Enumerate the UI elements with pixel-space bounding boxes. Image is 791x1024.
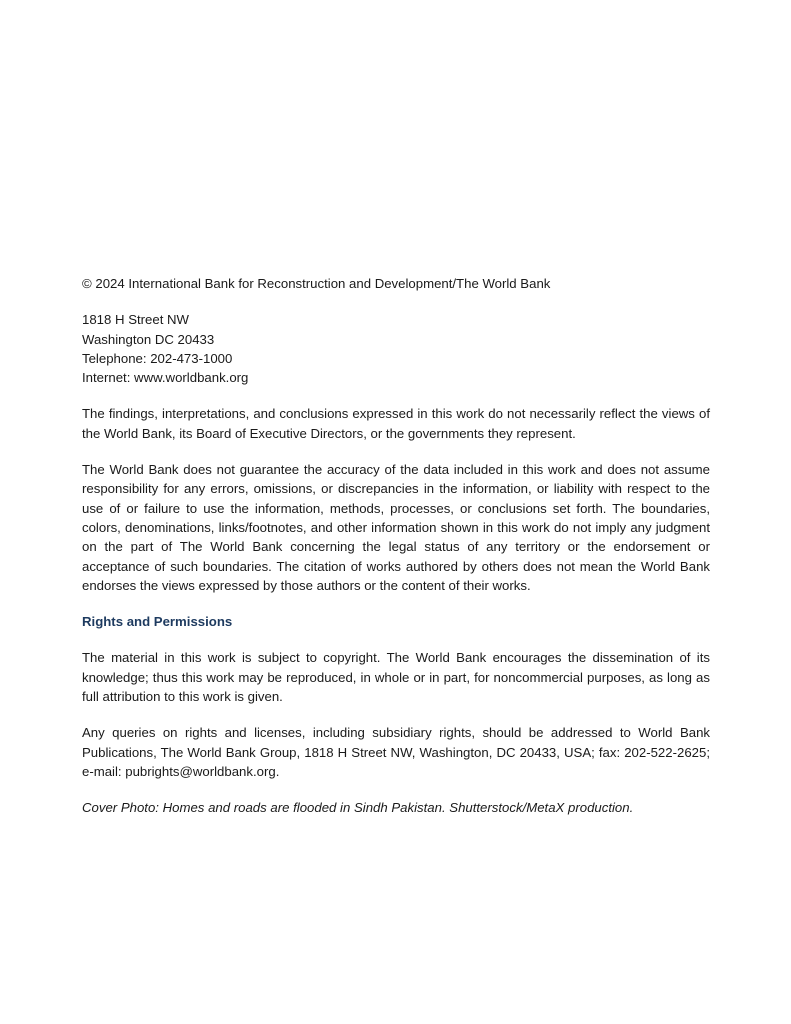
disclaimer-accuracy-paragraph: The World Bank does not guarantee the accuracy of the data included in this work and does not assume responsibility for any errors, omissions, or discrepancies in the information, or liability with respect to the use of or failure to use the information, methods, processes, or conclusions set forth. The boundaries, colors, denominations, links/footnotes, and other information shown in this work do not imply any judgment on the part of The World Bank concerning the legal status of any territory or the endorsement or acceptance of such boundaries. The citation of works authored by others does not mean the World Bank endorses the views expressed by those authors or the content of their works.	[82, 462, 710, 593]
cover-photo-credit: Cover Photo: Homes and roads are flooded in Sindh Pakistan. Shutterstock/MetaX production.	[82, 800, 634, 816]
disclaimer-views-paragraph: The findings, interpretations, and conclusions expressed in this work do not necessarily reflect the views of the World Bank, its Board of Executive Directors, or the governments they represent.	[82, 406, 710, 441]
rights-heading: Rights and Permissions	[82, 614, 233, 630]
copyright-page	[82, 274, 710, 835]
rights-material-paragraph: The material in this work is subject to copyright. The World Bank encourages the dissemination of its knowledge; thus this work may be reproduced, in whole or in part, for noncommercial purposes, as long as full attribution to this work is given.	[82, 650, 710, 705]
address-telephone: Telephone: 202-473-1000	[82, 350, 233, 366]
address-street: 1818 H Street NW	[82, 312, 190, 328]
rights-queries-paragraph: Any queries on rights and licenses, including subsidiary rights, should be addressed to World Bank Publications, The World Bank Group, 1818 H Street NW, Washington, DC 20433, USA; fax: 202-522-2625; e-mail: pubrights@worldbank.org.	[82, 725, 710, 779]
address-internet: Internet: www.worldbank.org	[82, 370, 249, 386]
copyright-notice: © 2024 International Bank for Reconstruction and Development/The World Bank	[82, 276, 551, 291]
address-city: Washington DC 20433	[82, 331, 215, 347]
address-block	[82, 310, 710, 387]
